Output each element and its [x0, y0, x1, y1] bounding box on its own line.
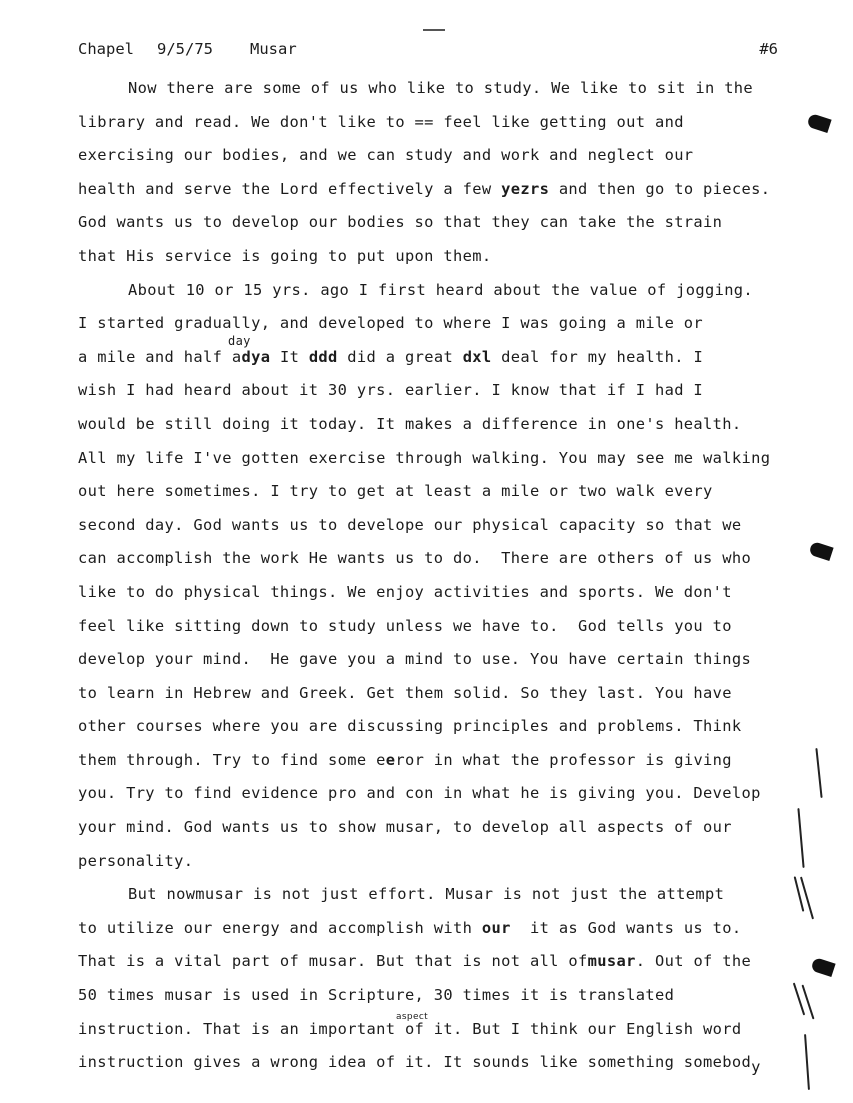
text-line: [78, 173, 813, 207]
text-line: wish I had heard about it 30 yrs. earlier. I know that if I had I: [78, 381, 704, 400]
header-chapel: Chapel: [78, 40, 134, 58]
text-line: like to do physical things. We enjoy activities and sports. We don't: [78, 582, 732, 601]
body-text: [78, 72, 813, 1080]
text-line: [78, 1046, 813, 1080]
text-span: That is a vital part of musar. But that is not all of: [78, 952, 588, 971]
text-line: can accomplish the work He wants us to do. There are others of us who: [78, 549, 752, 568]
punch-hole-mark: [810, 957, 835, 977]
page-number: #6: [759, 40, 778, 58]
overtyped-word: yezrs: [501, 179, 550, 198]
text-line: to learn in Hebrew and Greek. Get them solid. So they last. You have: [78, 683, 732, 702]
text-line: [78, 945, 813, 979]
margin-stroke: [815, 748, 822, 798]
text-span: instruction gives a wrong idea of it. It sounds like something somebod: [78, 1053, 752, 1072]
text-line: But nowmusar is not just effort. Musar is not just the attempt: [128, 885, 725, 904]
page-header: [78, 40, 778, 62]
text-line: All my life I've gotten exercise through walking. You may see me walking: [78, 448, 771, 467]
text-line: God wants us to develop our bodies so that they can take the strain: [78, 213, 723, 232]
text-line: library and read. We don't like to == feel like getting out and: [78, 112, 684, 131]
text-line: I started gradually, and developed to where I was going a mile or: [78, 314, 704, 333]
text-line: that His service is going to put upon them.: [78, 246, 492, 265]
overtyped-word: musar: [587, 952, 636, 971]
text-span: deal for my health. I: [491, 347, 704, 366]
page-top-mark: [423, 29, 445, 31]
overtyped-word: ddd: [308, 347, 338, 366]
text-line: would be still doing it today. It makes a difference in one's health.: [78, 414, 742, 433]
overtyped-word: our: [481, 918, 511, 937]
text-line: out here sometimes. I try to get at least a mile or two walk every: [78, 482, 713, 501]
text-span: . Out of the: [635, 952, 752, 971]
text-line: personality.: [78, 851, 194, 870]
text-line: you. Try to find evidence pro and con in what he is giving you. Develop: [78, 784, 761, 803]
text-line: [78, 912, 813, 946]
text-line: 50 times musar is used in Scripture, 30 times it is translated: [78, 986, 675, 1005]
text-line: exercising our bodies, and we can study and work and neglect our: [78, 146, 694, 165]
overtyped-word: dya: [241, 347, 271, 366]
text-line: Now there are some of us who like to study. We like to sit in the: [128, 79, 754, 97]
text-line: About 10 or 15 yrs. ago I first heard about the value of jogging.: [128, 280, 754, 299]
text-span: It: [270, 347, 309, 366]
text-line: [78, 1013, 813, 1047]
header-date: 9/5/75: [157, 40, 213, 58]
text-line: your mind. God wants us to show musar, to develop all aspects of our: [78, 818, 732, 837]
text-span: of it. But I think our English word: [395, 1019, 742, 1038]
overtyped-letter: e: [385, 750, 396, 769]
overtyped-word: dxl: [462, 347, 492, 366]
text-line: [78, 333, 813, 375]
text-span: health and serve the Lord effectively a few: [78, 179, 502, 198]
text-line: feel like sitting down to study unless we have to. God tells you to: [78, 616, 732, 635]
interlinear-insert: day: [228, 333, 251, 348]
text-span: and then go to pieces.: [549, 179, 771, 198]
text-line: second day. God wants us to develope our physical capacity so that we: [78, 515, 742, 534]
text-line: other courses where you are discussing principles and problems. Think: [78, 717, 742, 736]
header-title: Musar: [250, 40, 297, 58]
text-span: did a great: [337, 347, 463, 366]
text-span: instruction. That is an important: [78, 1019, 396, 1038]
text-line: [78, 744, 813, 778]
dropped-letter: y: [751, 1058, 761, 1077]
text-span: to utilize our energy and accomplish with: [78, 918, 482, 937]
text-span: it as God wants us to.: [510, 918, 742, 937]
text-line: develop your mind. He gave you a mind to use. You have certain things: [78, 650, 752, 669]
text-span: a mile and half a: [78, 347, 242, 366]
text-span: them through. Try to find some e: [78, 750, 386, 769]
text-span: ror in what the professor is giving: [395, 750, 732, 769]
interlinear-insert: aspect: [396, 1011, 429, 1022]
